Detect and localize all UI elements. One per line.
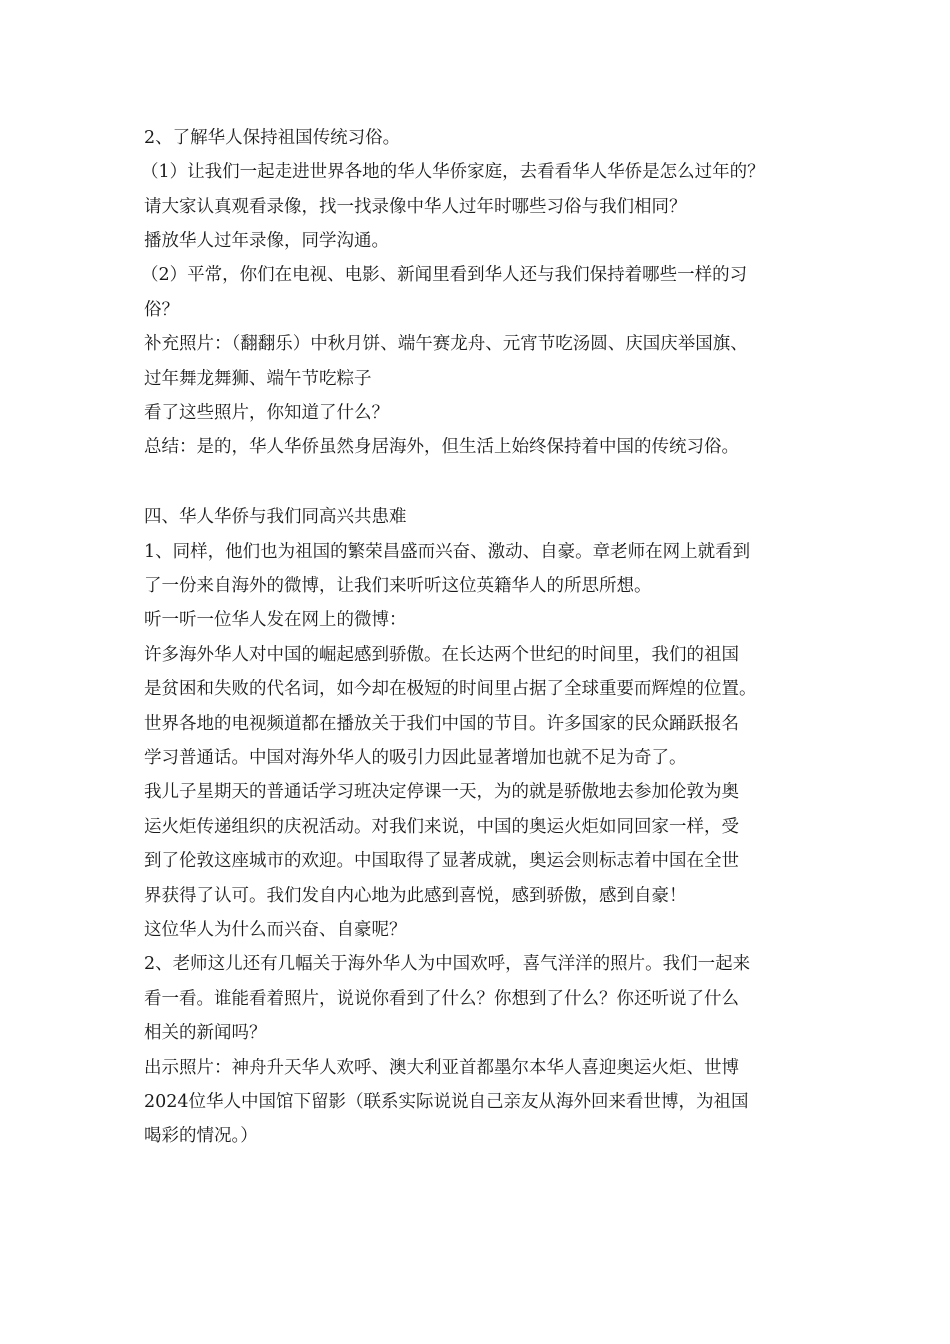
paragraph-line: 我儿子星期天的普通话学习班决定停课一天，为的就是骄傲地去参加伦敦为奥 [144, 782, 739, 802]
paragraph-line: 2、老师这儿还有几幅关于海外华人为中国欢呼，喜气洋洋的照片。我们一起来 [144, 954, 751, 974]
paragraph-line: 补充照片：（翻翻乐）中秋月饼、端午赛龙舟、元宵节吃汤圆、庆国庆举国旗、 [144, 334, 748, 354]
paragraph-line: 过年舞龙舞狮、端午节吃粽子 [144, 369, 372, 389]
paragraph-line: （1）让我们一起走进世界各地的华人华侨家庭，去看看华人华侨是怎么过年的？ [141, 162, 765, 182]
paragraph-line: 看了这些照片，你知道了什么？ [144, 403, 389, 423]
paragraph-line: 了一份来自海外的微博，让我们来听听这位英籍华人的所思所想。 [144, 576, 652, 596]
paragraph-line: 这位华人为什么而兴奋、自豪呢？ [144, 920, 407, 940]
paragraph-line: 1、同样，他们也为祖国的繁荣昌盛而兴奋、激动、自豪。章老师在网上就看到 [144, 542, 751, 562]
paragraph-line: 出示照片：神舟升天华人欢呼、澳大利亚首都墨尔本华人喜迎奥运火炬、世博 [144, 1058, 739, 1078]
paragraph-line: 请大家认真观看录像，找一找录像中华人过年时哪些习俗与我们相同？ [144, 197, 687, 217]
section-heading-customs: 2、了解华人保持祖国传统习俗。 [144, 128, 401, 148]
paragraph-line: 界获得了认可。我们发自内心地为此感到喜悦，感到骄傲，感到自豪！ [144, 886, 687, 906]
paragraph-line: 运火炬传递组织的庆祝活动。对我们来说，中国的奥运火炬如同回家一样，受 [144, 817, 739, 837]
paragraph-line: 到了伦敦这座城市的欢迎。中国取得了显著成就，奥运会则标志着中国在全世 [144, 851, 739, 871]
paragraph-line: 2024位华人中国馆下留影（联系实际说说自己亲友从海外回来看世博，为祖国 [144, 1092, 749, 1112]
paragraph-line: 学习普通话。中国对海外华人的吸引力因此显著增加也就不足为奇了。 [144, 748, 687, 768]
paragraph-line: 总结：是的，华人华侨虽然身居海外，但生活上始终保持着中国的传统习俗。 [144, 437, 739, 457]
paragraph-line: 播放华人过年录像，同学沟通。 [144, 231, 389, 251]
section-heading-four: 四、华人华侨与我们同高兴共患难 [144, 507, 407, 527]
paragraph-line: （2）平常，你们在电视、电影、新闻里看到华人还与我们保持着哪些一样的习 [141, 265, 748, 285]
paragraph-line: 许多海外华人对中国的崛起感到骄傲。在长达两个世纪的时间里，我们的祖国 [144, 645, 739, 665]
paragraph-line: 看一看。谁能看着照片，说说你看到了什么？你想到了什么？你还听说了什么 [144, 989, 739, 1009]
paragraph-line: 是贫困和失败的代名词，如今却在极短的时间里占据了全球重要而辉煌的位置。 [144, 679, 757, 699]
paragraph-line: 相关的新闻吗？ [144, 1023, 267, 1043]
paragraph-line: 喝彩的情况。） [144, 1126, 258, 1146]
paragraph-line: 俗？ [144, 300, 179, 320]
paragraph-line: 听一听一位华人发在网上的微博： [144, 610, 407, 630]
paragraph-line: 世界各地的电视频道都在播放关于我们中国的节目。许多国家的民众踊跃报名 [144, 714, 739, 734]
